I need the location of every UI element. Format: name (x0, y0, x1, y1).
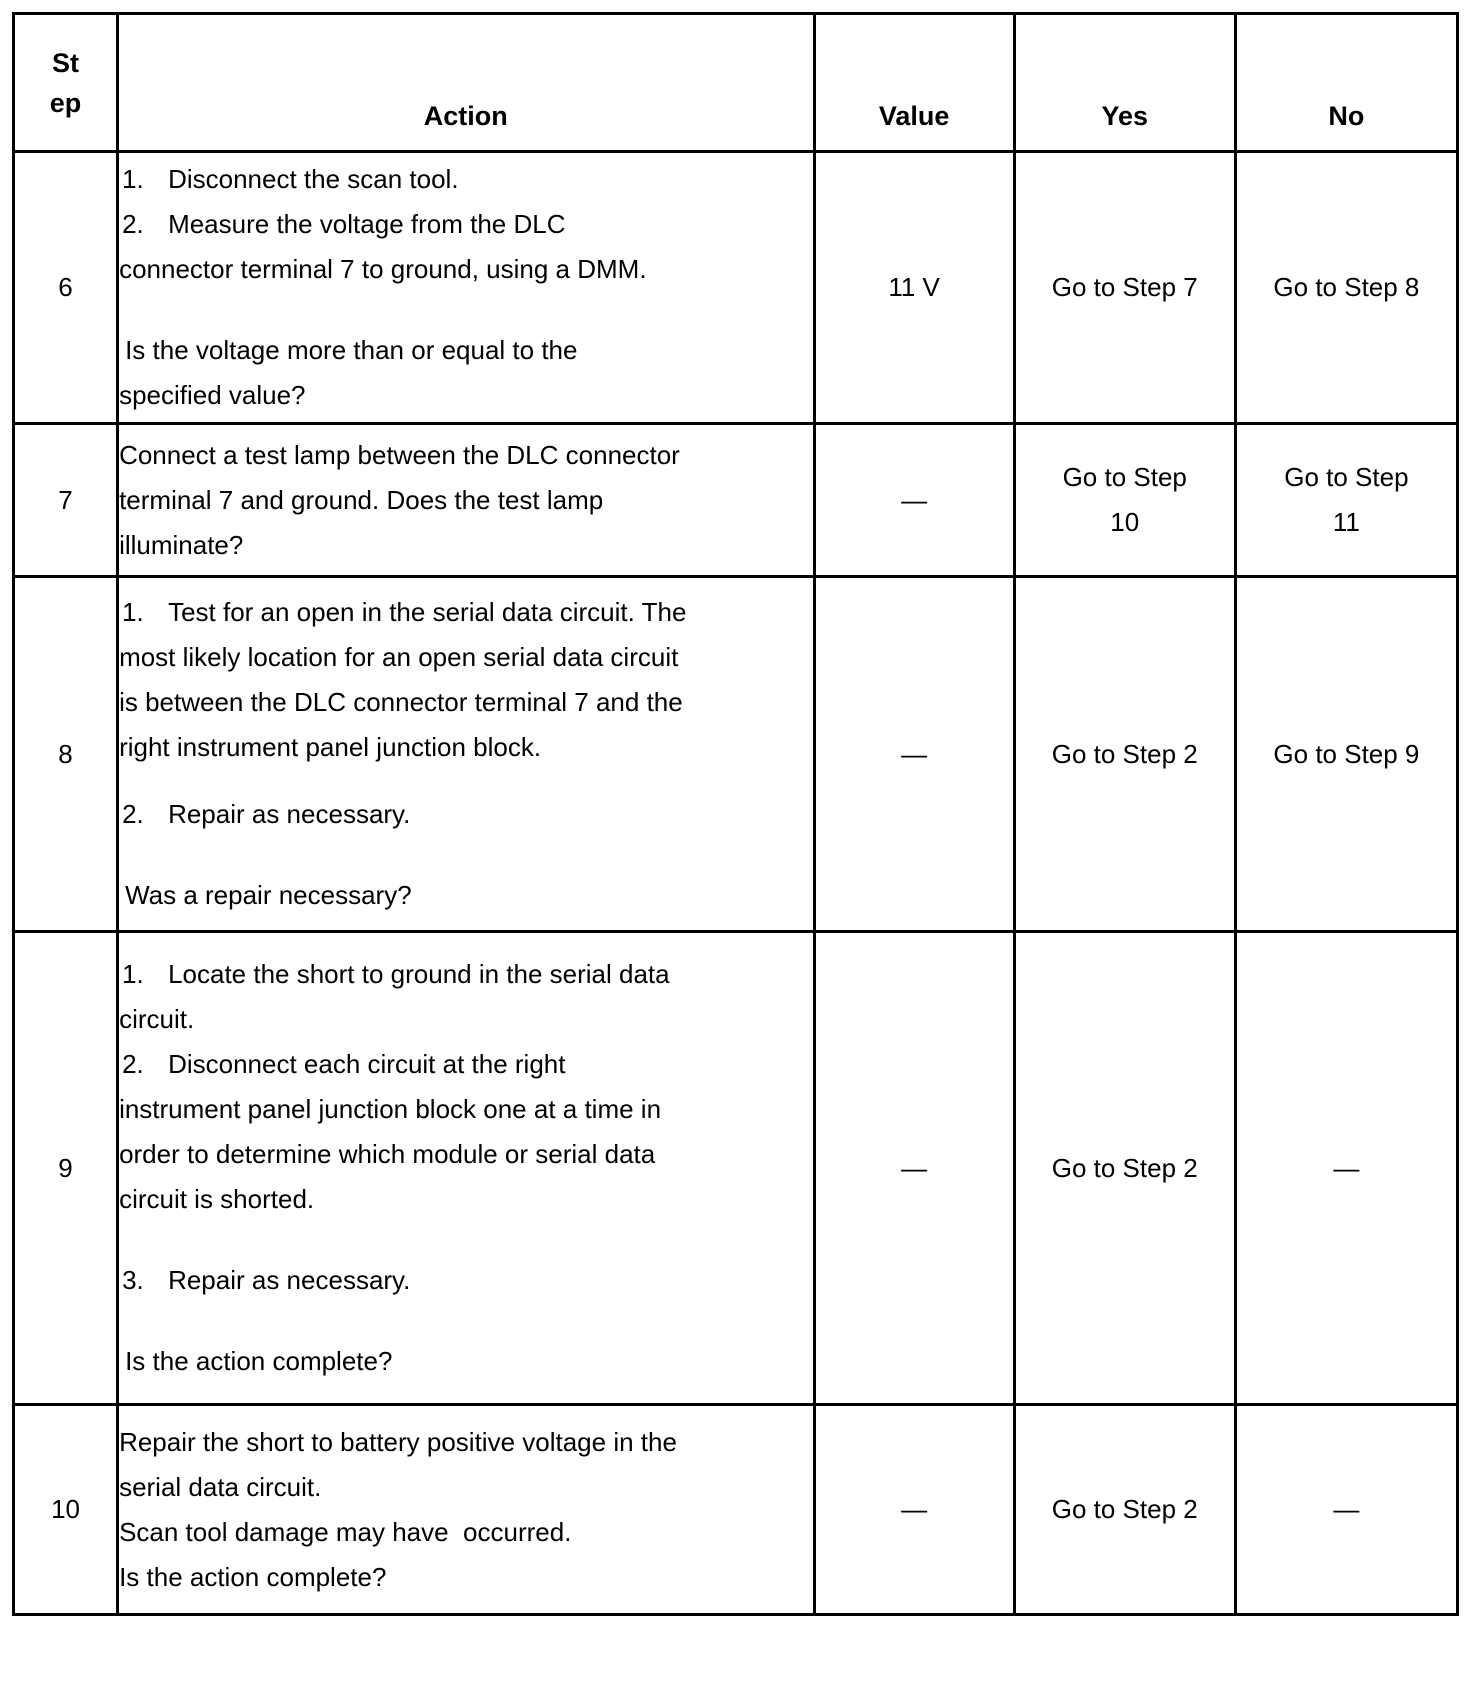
step-number: 9 (14, 932, 118, 1405)
step-number: 7 (14, 424, 118, 577)
action-line: illuminate? (119, 529, 244, 560)
header-no: No (1235, 14, 1457, 152)
action-cell (118, 424, 814, 577)
action-cell (118, 152, 814, 424)
step-number: 8 (14, 577, 118, 932)
action-line: 2. Measure the voltage from the DLC (122, 209, 566, 239)
action-line: circuit is shorted. (119, 1184, 315, 1214)
action-line: 1. Locate the short to ground in the serial data (122, 959, 670, 989)
header-action: Action (118, 14, 814, 152)
no-cell: — (1235, 932, 1457, 1405)
action-line: Repair the short to battery positive voltage in the (119, 1426, 677, 1457)
yes-cell (1014, 424, 1235, 577)
no-cell: Go to Step 9 (1235, 577, 1457, 932)
yes-line: 10 (1110, 507, 1140, 537)
action-line: 1. Test for an open in the serial data circuit. The (122, 597, 687, 627)
yes-line: Go to Step (1062, 462, 1187, 492)
question-line: Is the voltage more than or equal to the (125, 335, 578, 365)
action-line: most likely location for an open serial data circuit (119, 642, 679, 672)
table-row (14, 152, 1458, 424)
action-cell (118, 577, 814, 932)
action-line: 2. Disconnect each circuit at the right (122, 1049, 566, 1079)
header-step-line1: St (52, 47, 80, 78)
action-cell (118, 1405, 814, 1615)
value-cell: — (814, 577, 1014, 932)
no-line: Go to Step (1284, 462, 1409, 492)
value-cell: — (814, 424, 1014, 577)
action-line: right instrument panel junction block. (119, 732, 542, 762)
action-line: serial data circuit. (119, 1471, 322, 1502)
action-line: Scan tool damage may have occurred. (119, 1516, 572, 1547)
yes-cell: Go to Step 2 (1014, 1405, 1235, 1615)
header-row (14, 14, 1458, 152)
action-line: terminal 7 and ground. Does the test lamp (119, 484, 604, 515)
value-cell: — (814, 932, 1014, 1405)
action-line: Is the action complete? (119, 1561, 387, 1592)
header-value: Value (814, 14, 1014, 152)
action-cell (118, 932, 814, 1405)
header-step-line2: ep (49, 87, 82, 118)
action-line: Connect a test lamp between the DLC connector (119, 439, 680, 470)
yes-cell: Go to Step 2 (1014, 932, 1235, 1405)
table-row (14, 1405, 1458, 1615)
action-line: circuit. (119, 1004, 195, 1034)
no-cell: Go to Step 8 (1235, 152, 1457, 424)
step-number: 10 (14, 1405, 118, 1615)
question-line: Is the action complete? (125, 1346, 393, 1376)
diagnostic-table (12, 12, 1459, 1616)
no-cell (1235, 424, 1457, 577)
question-line: Was a repair necessary? (125, 880, 412, 910)
yes-cell: Go to Step 7 (1014, 152, 1235, 424)
action-line: order to determine which module or serial data (119, 1139, 656, 1169)
action-line: 3. Repair as necessary. (122, 1265, 411, 1295)
action-line: 2. Repair as necessary. (122, 799, 411, 829)
no-cell: — (1235, 1405, 1457, 1615)
action-line: is between the DLC connector terminal 7 and the (119, 687, 683, 717)
action-line: 1. Disconnect the scan tool. (122, 164, 459, 194)
table-row (14, 932, 1458, 1405)
header-step (14, 14, 118, 152)
header-yes: Yes (1014, 14, 1235, 152)
value-cell: — (814, 1405, 1014, 1615)
table-row (14, 577, 1458, 932)
table-row (14, 424, 1458, 577)
yes-cell: Go to Step 2 (1014, 577, 1235, 932)
question-line: specified value? (119, 380, 306, 410)
step-number: 6 (14, 152, 118, 424)
no-line: 11 (1332, 507, 1360, 537)
action-line: connector terminal 7 to ground, using a DMM. (119, 254, 647, 284)
value-cell: 11 V (814, 152, 1014, 424)
action-line: instrument panel junction block one at a time in (119, 1094, 662, 1124)
